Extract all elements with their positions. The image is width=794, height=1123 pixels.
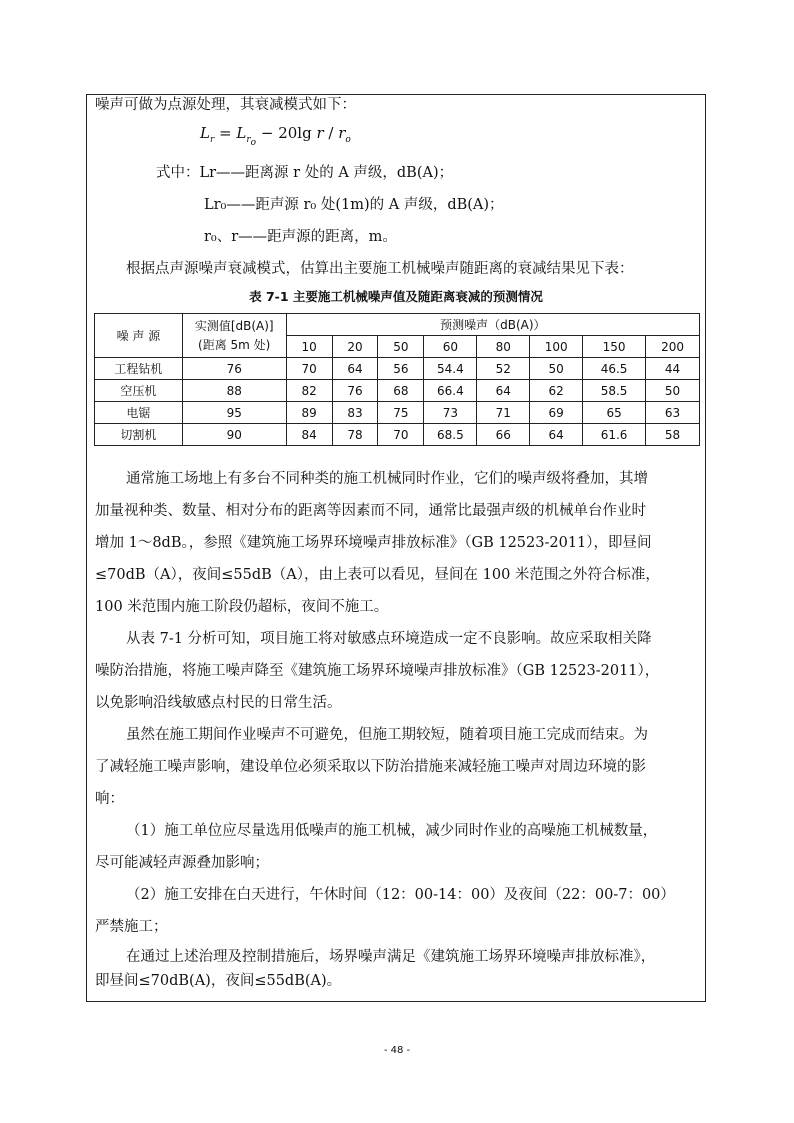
where-line-3: r₀、r——距声源的距离，m。 <box>204 229 397 245</box>
distance-cell: 80 <box>477 336 530 358</box>
row-value: 84 <box>286 424 332 446</box>
paragraph-1-line: ≤70dB（A），夜间≤55dB（A），由上表可以看见，昼间在 100 米范围之外符合标准， <box>95 567 660 583</box>
row-value: 83 <box>332 402 378 424</box>
header-measured: 实测值[dB(A)] (距离 5m 处) <box>182 314 286 358</box>
measure-2-line: 严禁施工； <box>95 919 168 935</box>
distance-cell: 100 <box>530 336 583 358</box>
distance-cell: 200 <box>646 336 700 358</box>
row-value: 64 <box>477 380 530 402</box>
row-value: 50 <box>646 380 700 402</box>
intro-text: 噪声可做为点源处理，其衰减模式如下： <box>95 97 356 113</box>
row-value: 64 <box>332 358 378 380</box>
row-name: 电锯 <box>95 402 183 424</box>
row-value: 70 <box>378 424 424 446</box>
table-caption: 表 7-1 主要施工机械噪声值及随距离衰减的预测情况 <box>249 289 543 304</box>
row-value: 54.4 <box>424 358 477 380</box>
row-name: 空压机 <box>95 380 183 402</box>
row-value: 70 <box>286 358 332 380</box>
row-value: 89 <box>286 402 332 424</box>
header-source: 噪 声 源 <box>95 314 183 358</box>
row-value: 75 <box>378 402 424 424</box>
row-measured: 90 <box>182 424 286 446</box>
paragraph-2-line: 噪防治措施，将施工噪声降至《建筑施工场界环境噪声排放标准》（GB 12523-2011）， <box>95 663 660 679</box>
table-row <box>95 358 700 380</box>
row-value: 66.4 <box>424 380 477 402</box>
row-value: 76 <box>332 380 378 402</box>
distance-cell: 60 <box>424 336 477 358</box>
estimate-intro: 根据点声源噪声衰减模式，估算出主要施工机械噪声随距离的衰减结果见下表： <box>126 261 634 277</box>
distance-cell: 10 <box>286 336 332 358</box>
table-header-row <box>95 314 700 336</box>
paragraph-1-line: 100 米范围内施工阶段仍超标，夜间不施工。 <box>95 599 389 615</box>
paragraph-1-line: 通常施工场地上有多台不同种类的施工机械同时作业，它们的噪声级将叠加，其增 <box>126 471 648 487</box>
header-predicted: 预测噪声（dB(A)） <box>286 314 699 336</box>
row-value: 73 <box>424 402 477 424</box>
row-value: 61.6 <box>583 424 646 446</box>
row-measured: 76 <box>182 358 286 380</box>
paragraph-3-line: 响： <box>95 791 124 807</box>
row-name: 工程钻机 <box>95 358 183 380</box>
row-value: 68.5 <box>424 424 477 446</box>
row-value: 65 <box>583 402 646 424</box>
row-value: 62 <box>530 380 583 402</box>
row-value: 52 <box>477 358 530 380</box>
paragraph-2-line: 以免影响沿线敏感点村民的日常生活。 <box>95 695 342 711</box>
table-row <box>95 424 700 446</box>
attenuation-formula: $L_r = L_{r_o} - 20\lg$ r / $r_o$ <box>200 124 351 148</box>
distance-cell: 50 <box>378 336 424 358</box>
row-value: 63 <box>646 402 700 424</box>
where-line-1: 式中：Lr——距离源 r 处的 A 声级，dB(A)； <box>156 165 454 181</box>
paragraph-1-line: 加量视种类、数量、相对分布的距离等因素而不同，通常比最强声级的机械单台作业时 <box>95 503 646 519</box>
row-value: 50 <box>530 358 583 380</box>
page-number: - 48 - <box>383 1045 411 1056</box>
paragraph-3-line: 虽然在施工期间作业噪声不可避免，但施工期较短，随着项目施工完成而结束。为 <box>126 727 648 743</box>
row-value: 82 <box>286 380 332 402</box>
paragraph-4-line: 即昼间≤70dB(A)，夜间≤55dB(A)。 <box>95 973 342 989</box>
paragraph-2-line: 从表 7-1 分析可知，项目施工将对敏感点环境造成一定不良影响。故应采取相关降 <box>126 631 652 647</box>
distance-cell: 20 <box>332 336 378 358</box>
measure-1-line: （1）施工单位应尽量选用低噪声的施工机械，减少同时作业的高噪施工机械数量， <box>126 823 658 839</box>
row-measured: 95 <box>182 402 286 424</box>
row-value: 46.5 <box>583 358 646 380</box>
row-value: 44 <box>646 358 700 380</box>
row-value: 64 <box>530 424 583 446</box>
row-value: 66 <box>477 424 530 446</box>
where-line-2: Lr₀——距声源 r₀ 处(1m)的 A 声级，dB(A)； <box>204 197 504 213</box>
row-value: 69 <box>530 402 583 424</box>
row-value: 78 <box>332 424 378 446</box>
measure-2-line: （2）施工安排在白天进行，午休时间（12：00-14：00）及夜间（22：00-7：00） <box>126 887 675 903</box>
row-name: 切割机 <box>95 424 183 446</box>
table-row <box>95 402 700 424</box>
row-value: 58 <box>646 424 700 446</box>
row-value: 71 <box>477 402 530 424</box>
measure-1-line: 尽可能减轻声源叠加影响； <box>95 855 269 871</box>
row-measured: 88 <box>182 380 286 402</box>
table-row <box>95 380 700 402</box>
distance-cell: 150 <box>583 336 646 358</box>
row-value: 58.5 <box>583 380 646 402</box>
noise-table <box>94 313 700 446</box>
row-value: 68 <box>378 380 424 402</box>
paragraph-3-line: 了减轻施工噪声影响，建设单位必须采取以下防治措施来减轻施工噪声对周边环境的影 <box>95 759 646 775</box>
paragraph-1-line: 增加 1～8dB。，参照《建筑施工场界环境噪声排放标准》（GB 12523-2011），即昼间 <box>95 535 652 551</box>
paragraph-4-line: 在通过上述治理及控制措施后，场界噪声满足《建筑施工场界环境噪声排放标准》， <box>126 949 656 965</box>
row-value: 56 <box>378 358 424 380</box>
